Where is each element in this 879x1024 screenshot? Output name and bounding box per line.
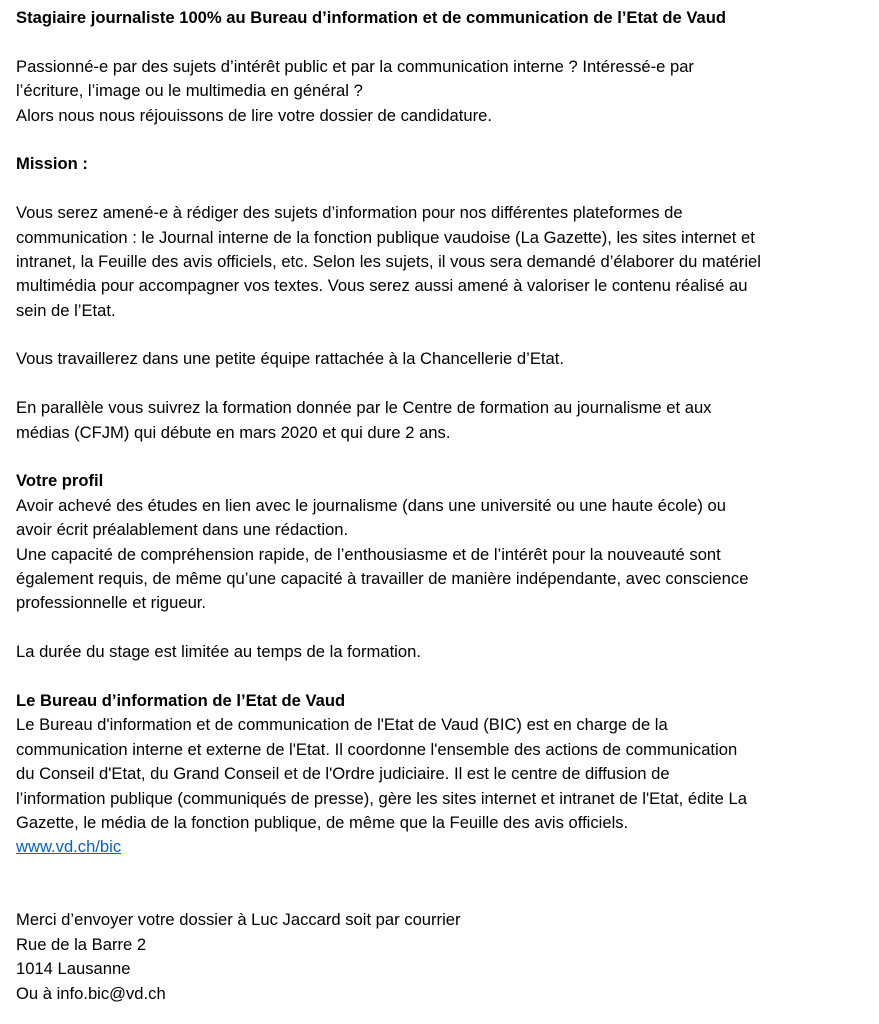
bureau-line: Gazette, le média de la fonction publique, de même que la Feuille des avis officiels. [16, 812, 629, 832]
intro-line: Alors nous nous réjouissons de lire votre dossier de candidature. [16, 105, 492, 125]
spacer [16, 445, 866, 469]
spacer [16, 30, 866, 54]
intro-line: l’écriture, l’image ou le multimedia en général ? [16, 81, 363, 101]
profile-line: Avoir achevé des études en lien avec le journalisme (dans une université ou une haute école) ou [16, 495, 726, 515]
mission-line: Vous travaillerez dans une petite équipe rattachée à la Chancellerie d’Etat. [16, 349, 564, 369]
spacer [16, 177, 866, 201]
bureau-heading: Le Bureau d’information de l’Etat de Vaud [16, 690, 346, 710]
profile-paragraph-2 [16, 640, 866, 664]
bureau-line: l’information publique (communiqués de presse), gère les sites internet et intranet de l'Etat, édite La [16, 788, 747, 808]
bureau-line: Le Bureau d'information et de communication de l'Etat de Vaud (BIC) est en charge de la [16, 715, 668, 735]
profile-line: professionnelle et rigueur. [16, 593, 207, 613]
profile-line: Une capacité de compréhension rapide, de l’enthousiasme et de l’intérêt pour la nouveauté sont [16, 544, 721, 564]
mission-line: intranet, la Feuille des avis officiels, etc. Selon les sujets, il vous sera demandé d’élaborer du matériel [16, 251, 761, 271]
spacer [16, 372, 866, 396]
profile-line: avoir écrit préalablement dans une rédaction. [16, 520, 349, 540]
contact-email-line: Ou à info.bic@vd.ch [16, 983, 166, 1003]
spacer [16, 665, 866, 689]
bureau-line: du Conseil d'Etat, du Grand Conseil et de l'Ordre judiciaire. Il est le centre de diffusion de [16, 764, 670, 784]
mission-line: sein de l’Etat. [16, 300, 116, 320]
bic-website-link[interactable]: www.vd.ch/bic [16, 837, 122, 857]
contact-block [16, 908, 866, 1006]
job-posting-document [16, 6, 866, 1006]
spacer [16, 323, 866, 347]
bureau-line: communication interne et externe de l'Etat. Il coordonne l'ensemble des actions de communication [16, 739, 738, 759]
bureau-link-line [16, 835, 866, 859]
contact-address-city: 1014 Lausanne [16, 959, 131, 979]
mission-line: En parallèle vous suivrez la formation donnée par le Centre de formation au journalisme et aux [16, 398, 712, 418]
profile-paragraph-1 [16, 494, 866, 616]
spacer [16, 860, 866, 884]
spacer [16, 884, 866, 908]
mission-line: médias (CFJM) qui débute en mars 2020 et qui dure 2 ans. [16, 422, 451, 442]
spacer [16, 128, 866, 152]
intro-line: Passionné-e par des sujets d’intérêt public et par la communication interne ? Intéressé-e par [16, 56, 694, 76]
spacer [16, 616, 866, 640]
contact-address-street: Rue de la Barre 2 [16, 934, 147, 954]
mission-heading: Mission : [16, 154, 88, 174]
mission-line: Vous serez amené-e à rédiger des sujets d’information pour nos différentes plateformes de [16, 203, 683, 223]
mission-paragraph-1 [16, 201, 866, 323]
mission-line: multimédia pour accompagner vos textes. Vous serez aussi amené à valoriser le contenu réalisé au [16, 276, 748, 296]
mission-line: communication : le Journal interne de la fonction publique vaudoise (La Gazette), les sites internet et [16, 227, 755, 247]
profile-line: également requis, de même qu’une capacité à travailler de manière indépendante, avec conscience [16, 568, 749, 588]
bureau-paragraph [16, 713, 866, 835]
mission-paragraph-2 [16, 347, 866, 371]
mission-paragraph-3 [16, 396, 866, 445]
contact-line: Merci d’envoyer votre dossier à Luc Jaccard soit par courrier [16, 910, 461, 930]
intro-paragraph [16, 55, 866, 128]
job-title: Stagiaire journaliste 100% au Bureau d’information et de communication de l’Etat de Vaud [16, 8, 726, 27]
profile-line: La durée du stage est limitée au temps de la formation. [16, 642, 421, 662]
profile-heading: Votre profil [16, 471, 104, 491]
